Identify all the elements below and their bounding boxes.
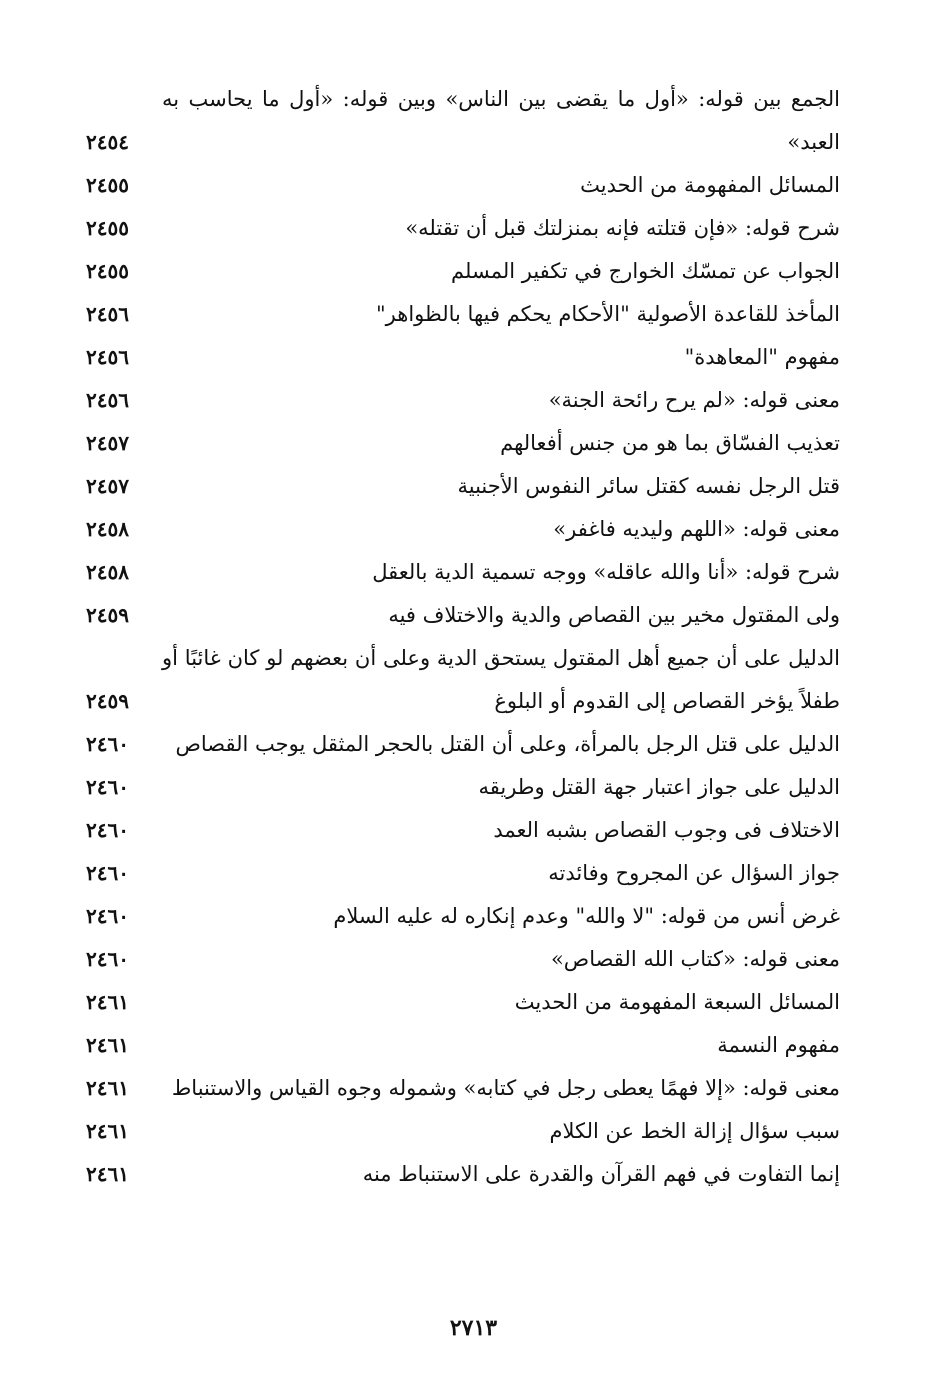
entry-title: جواز السؤال عن المجروح وفائدته [548,861,840,885]
toc-entry [80,766,840,809]
toc-entry [80,551,840,594]
entry-page: ٢٤٥٥ [86,259,129,283]
entry-page: ٢٤٥٨ [86,560,129,584]
toc-entry [80,207,840,250]
entry-page: ٢٤٥٩ [86,603,129,627]
toc-entry [80,938,840,981]
entry-title: قتل الرجل نفسه كقتل سائر النفوس الأجنبية [457,474,840,498]
entry-title: معنى قوله: «اللهم وليديه فاغفر» [553,517,840,541]
toc-entry [80,250,840,293]
toc-entry [80,981,840,1024]
entry-page: ٢٤٦٠ [86,904,129,928]
entry-title: الجواب عن تمسّك الخوارج في تكفير المسلم [451,259,840,283]
toc-entry [80,293,840,336]
entry-page: ٢٤٦١ [86,990,129,1014]
toc-entry [80,164,840,207]
entry-page: ٢٤٦١ [86,1033,129,1057]
entry-title: إنما التفاوت في فهم القرآن والقدرة على الاستنباط منه [362,1162,840,1186]
entry-title: شرح قوله: «فإن قتلته فإنه بمنزلتك قبل أن تقتله» [405,216,840,240]
entry-title: شرح قوله: «أنا والله عاقله» ووجه تسمية الدية بالعقل [372,560,840,584]
toc-entry [80,508,840,551]
toc-entry [80,1110,840,1153]
entry-page: ٢٤٥٤ [86,130,129,154]
entry-page: ٢٤٦١ [86,1119,129,1143]
entry-title: الجمع بين قوله: «أول ما يقضى بين الناس» وبين قوله: «أول ما يحاسب به العبد» [162,87,840,154]
entry-page: ٢٤٦٠ [86,947,129,971]
entry-page: ٢٤٦١ [86,1076,129,1100]
entry-title: المسائل المفهومة من الحديث [580,173,840,197]
toc-entry [80,637,840,723]
entry-title: الاختلاف فى وجوب القصاص بشبه العمد [493,818,840,842]
toc-entry [80,895,840,938]
entry-page: ٢٤٥٦ [86,302,129,326]
toc-entry [80,379,840,422]
entry-title: الدليل على قتل الرجل بالمرأة، وعلى أن القتل بالحجر المثقل يوجب القصاص [175,732,840,756]
entry-page: ٢٤٥٧ [86,431,129,455]
entry-title: معنى قوله: «لم يرح رائحة الجنة» [548,388,840,412]
entry-title: الدليل على جواز اعتبار جهة القتل وطريقه [478,775,840,799]
entry-title: المأخذ للقاعدة الأصولية "الأحكام يحكم فيها بالظواهر" [376,302,840,326]
toc-entry [80,1067,840,1110]
entry-page: ٢٤٦٠ [86,861,129,885]
toc-entry [80,465,840,508]
toc-entry [80,852,840,895]
entry-page: ٢٤٥٧ [86,474,129,498]
entry-page: ٢٤٦١ [86,1162,129,1186]
entry-title: مفهوم "المعاهدة" [684,345,840,369]
toc-entry [80,594,840,637]
toc-entry [80,336,840,379]
entry-title: معنى قوله: «كتاب الله القصاص» [550,947,840,971]
toc-entry [80,78,840,164]
entry-title: الدليل على أن جميع أهل المقتول يستحق الدية وعلى أن بعضهم لو كان غائبًا أو طفلاً يؤخر القصاص إلى القدوم أو البلوغ [162,646,840,713]
entry-page: ٢٤٦٠ [86,775,129,799]
entry-page: ٢٤٥٥ [86,216,129,240]
entry-title: المسائل السبعة المفهومة من الحديث [514,990,840,1014]
entry-page: ٢٤٥٨ [86,517,129,541]
entry-title: تعذيب الفسّاق بما هو من جنس أفعالهم [500,431,840,455]
entry-page: ٢٤٦٠ [86,732,129,756]
entry-page: ٢٤٥٥ [86,173,129,197]
entry-title: ولى المقتول مخير بين القصاص والدية والاختلاف فيه [388,603,840,627]
toc-entry [80,723,840,766]
entry-page: ٢٤٥٩ [86,689,129,713]
entry-title: مفهوم النسمة [717,1033,840,1057]
toc-entry [80,1153,840,1196]
entry-page: ٢٤٦٠ [86,818,129,842]
page-number: ٢٧١٣ [449,1315,498,1341]
toc-entry [80,422,840,465]
entry-page: ٢٤٥٦ [86,388,129,412]
table-of-contents [80,78,840,1196]
toc-entry [80,1024,840,1067]
entry-page: ٢٤٥٦ [86,345,129,369]
entry-title: معنى قوله: «إلا فهمًا يعطى رجل في كتابه» وشموله وجوه القياس والاستنباط [171,1076,840,1100]
entry-title: غرض أنس من قوله: "لا والله" وعدم إنكاره له عليه السلام [333,904,840,928]
toc-entry [80,809,840,852]
entry-title: سبب سؤال إزالة الخط عن الكلام [549,1119,840,1143]
